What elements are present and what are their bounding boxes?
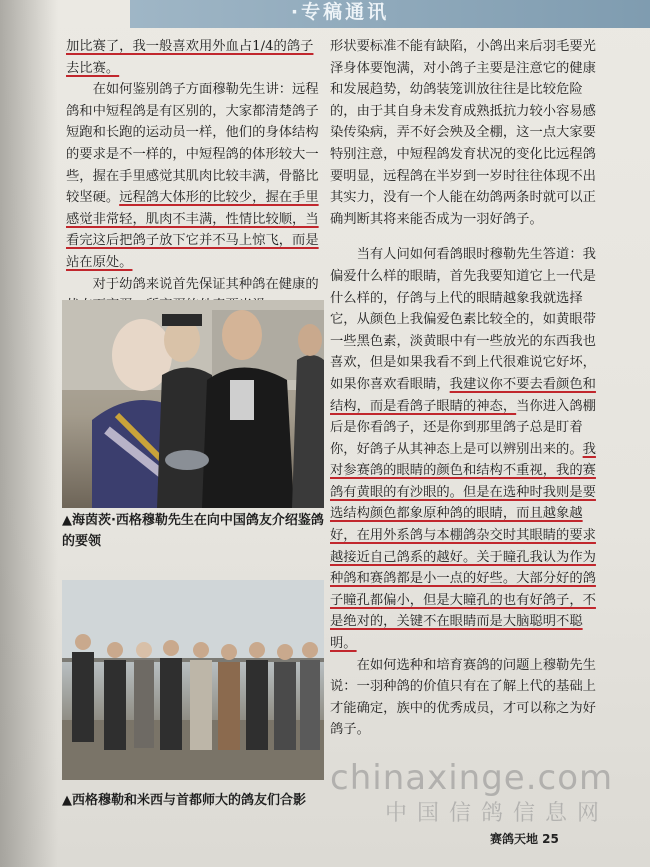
- site-watermark: chinaxinge.com: [330, 758, 614, 798]
- banner-title: ·专稿通讯: [290, 1, 390, 23]
- highlighted-text: 我对参赛鸽的眼睛的颜色和结构不重视，我的赛鸽有黄眼的有沙眼的。但是在选种时我则是要选结构颜色都象原种鸽的眼睛，而且越象越好，在用外系鸽与本棚鸽杂交时其眼睛的要求越接近自己鸽系的越好。关于瞳孔我认为作为种鸽和赛鸽都是小一点的好些。大部分好的鸽子瞳孔都偏小，但是大瞳孔的也有好鸽子，不是绝对的，关键不在眼睛而是大脑聪明不聪明。: [330, 441, 596, 652]
- site-watermark-chinese: 中国信鸽信息网: [385, 801, 610, 826]
- text: 在如何选种和培育赛鸽的问题上穆勒先生说：一羽种鸽的价值只有在了解上代的基础上才能确定，: [330, 657, 596, 716]
- right-column: [330, 36, 596, 741]
- photo-illustration: [62, 300, 324, 508]
- text: 当有人问如何看鸽眼时穆勒先生答道：我偏爱什么样的眼睛，首先我要知道它上一代是什么样的，仔鸽与上代的眼睛越象我就选择它，从颜色上我偏爱色素比较全的，如黄眼带一些黑色素，淡黄眼中有一些放光的东西我也喜欢，但是如果我看不到上代很难说它好坏，如果你喜欢看眼睛，: [330, 247, 596, 392]
- section-banner: [130, 0, 650, 28]
- left-column: [66, 36, 324, 317]
- highlighted-text: 远程鸽大体形的比较少，握在手里感觉非常轻，肌肉不丰满，性情比较顺，当看完这后把鸽子放下它并不马上惊飞，而是站在原处。: [66, 190, 319, 270]
- page-shadow: [0, 0, 58, 867]
- text: 族中的优秀成员，才可以称之为好鸽子。: [330, 700, 596, 738]
- photo-people-examining-pigeon: [62, 300, 324, 508]
- text: 当你进入鸽棚后是你看鸽子，还是你到那里鸽子总是盯着你，好鸽子从其神态上是可以辨别出来的。: [330, 398, 596, 457]
- text: 形状要标准不能有缺陷，小鸽出来后羽毛要光泽身体要饱满，对小鸽子主要是注意它的健康和发展趋势，幼鸽装笼训放往往是比较危险的，由于其自身未发育成熟抵抗力较小容易感染传染病，弄不好会殃及全棚，这一点大家要特别注意，中短程鸽发育状况的变化比远程鸽要明显，远程鸽在半岁到一岁时往往体现不出其实力，没有一个人能在幼鸽两条时就可以正确判断其将来能否成为一羽好鸽子。: [330, 39, 596, 227]
- paragraph: [66, 36, 324, 79]
- photo-group-portrait: [62, 580, 324, 780]
- paragraph: [330, 36, 596, 230]
- photo-illustration: [62, 580, 324, 780]
- text: 对于幼鸽来说首先保证其种鸽在健康的: [92, 276, 319, 292]
- photo-caption: ▲海茵茨·西格穆勒先生在向中国鸽友介绍鉴鸽的要领: [62, 513, 324, 549]
- highlighted-text: 加比赛了，我一般喜欢用外血占1/4的鸽子去比赛。: [66, 39, 314, 76]
- photo-caption: ▲西格穆勒和米西与首都师大的鸽友们合影: [62, 793, 306, 808]
- paragraph: [66, 79, 324, 273]
- highlighted-text: 我建议你不要去看颜色和结构，而是看鸽子眼睛的神态，: [330, 376, 596, 414]
- text: 在如何鉴别鸽子方面穆勒先生讲：远程鸽和中短程鸽是有区别的，大家都清楚鸽子短跑和长跑的运动员一样，他们的身体结构的要求是不一样的，中短程鸽的体形较大一些，握在手里感觉其肌肉比较丰满，骨骼比较坚硬。: [66, 82, 319, 206]
- page-footer: 赛鸽天地 25: [490, 832, 559, 846]
- paragraph: [330, 655, 596, 741]
- paragraph: [330, 244, 596, 654]
